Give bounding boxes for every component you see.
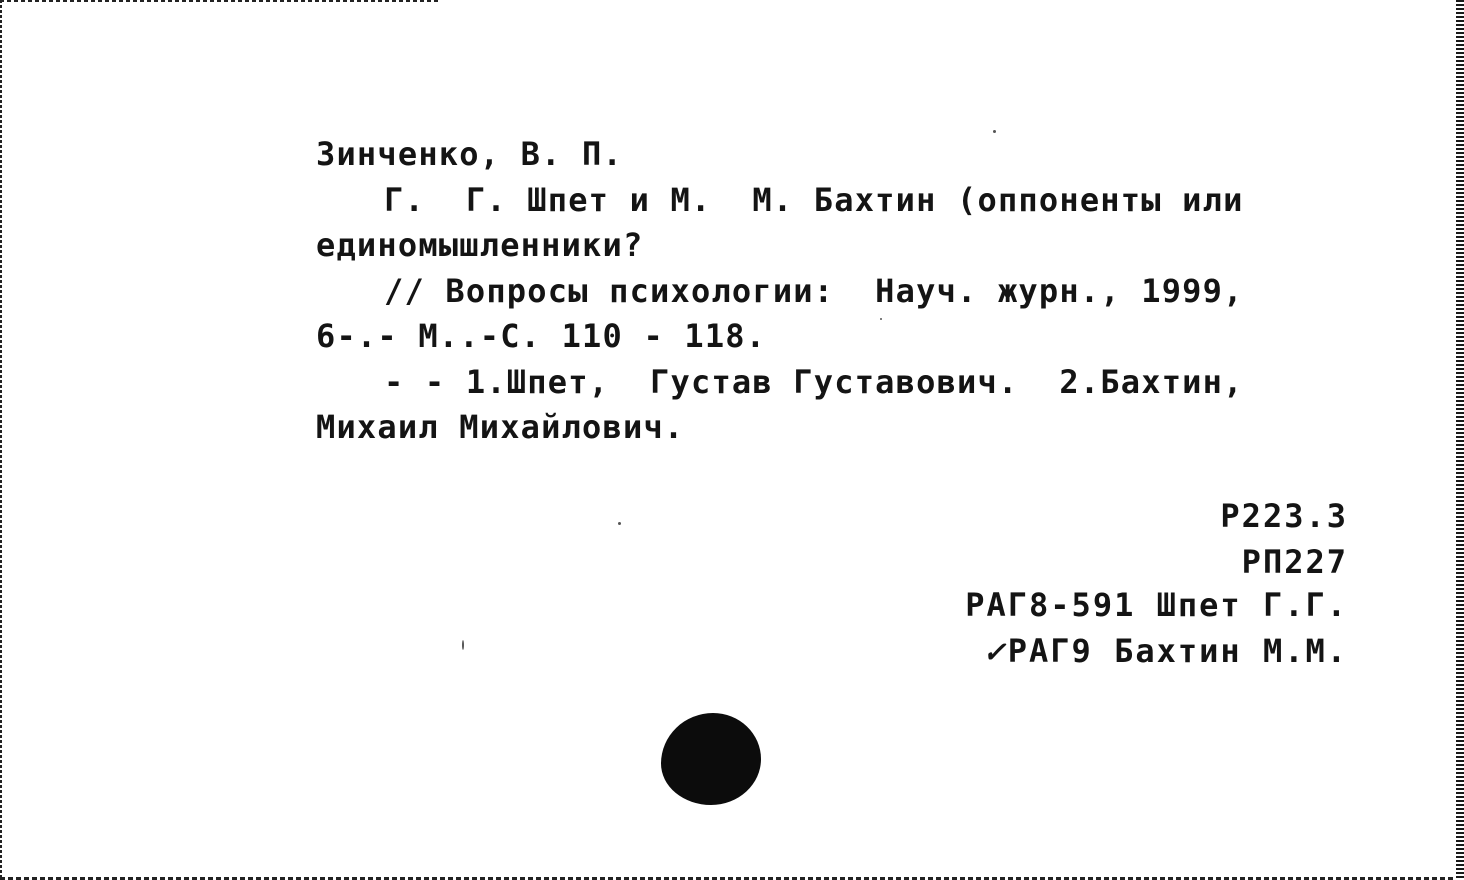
author-line: Зинченко, В. П.: [316, 135, 623, 173]
check-mark-icon: ✓: [984, 632, 1006, 670]
title-line-2: единомышленники?: [316, 226, 644, 264]
subjects-line-2: Михаил Михайлович.: [316, 408, 685, 446]
card-edge-top: [0, 0, 440, 2]
ink-speck: [618, 522, 621, 525]
source-line-2: 6-.- М..-С. 110 - 118.: [316, 317, 767, 355]
card-edge-right: [1456, 0, 1464, 880]
shelf-code-4-text: РАГ9 Бахтин М.М.: [1007, 632, 1348, 670]
card-edge-left: [0, 0, 2, 880]
shelf-code-3: РАГ8-591 Шпет Г.Г.: [965, 586, 1348, 624]
shelf-code-4: [984, 633, 1348, 669]
title-line-1: Г. Г. Шпет и М. М. Бахтин (оппоненты или: [384, 181, 1244, 219]
punched-hole: [661, 713, 761, 805]
ink-speck: [993, 130, 996, 133]
ink-speck: [462, 640, 464, 650]
subjects-line-1: - - 1.Шпет, Густав Густавович. 2.Бахтин,: [384, 363, 1244, 401]
shelf-code-2: РП227: [1241, 543, 1348, 581]
ink-speck: [880, 318, 882, 320]
shelf-code-1: Р223.3: [1220, 497, 1348, 535]
source-line-1: // Вопросы психологии: Науч. журн., 1999,: [384, 272, 1244, 310]
